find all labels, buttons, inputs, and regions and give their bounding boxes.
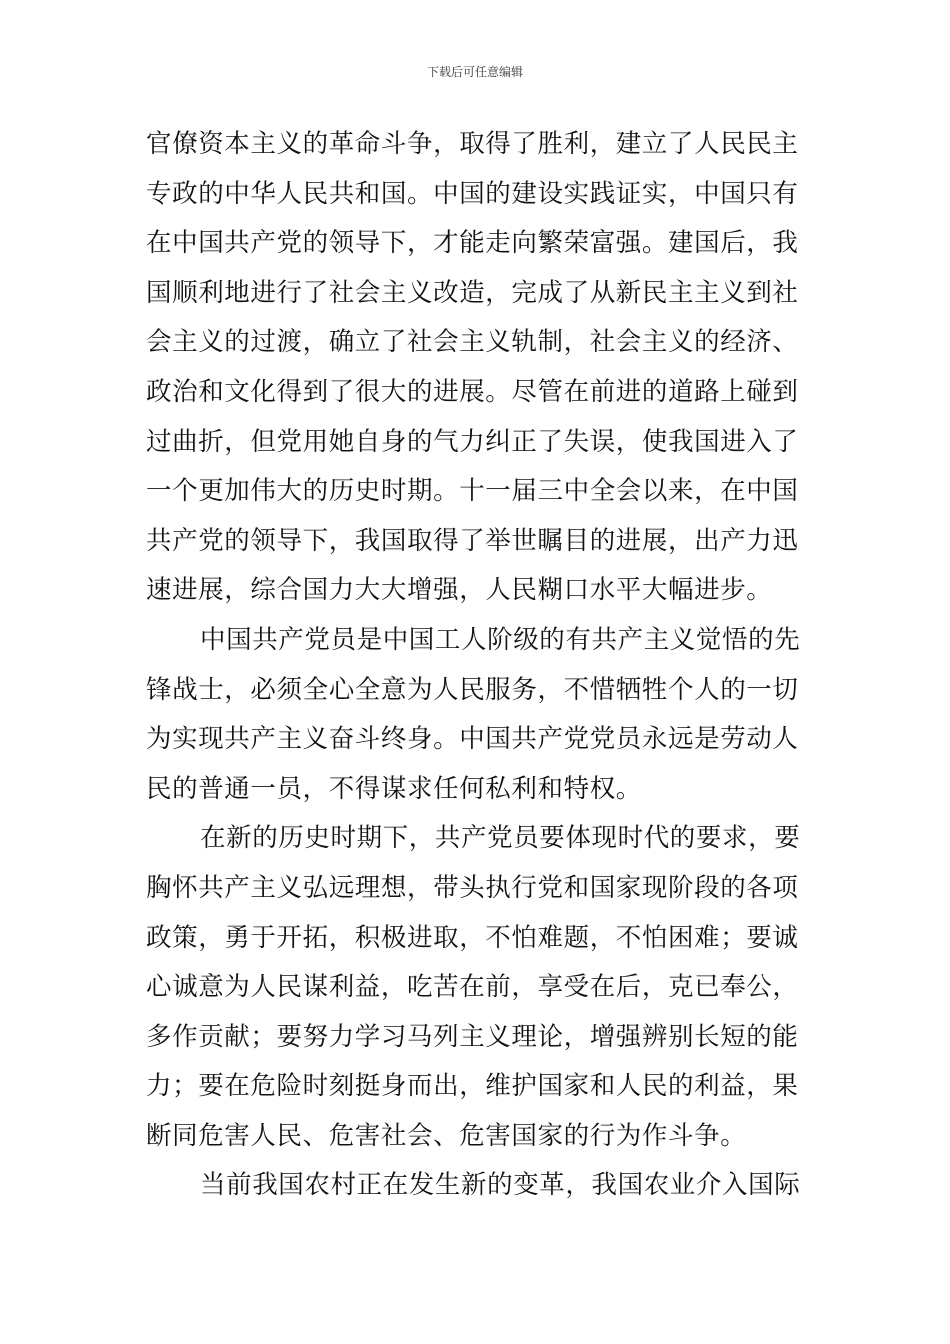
text-line: 胸怀共产主义弘远理想，带头执行党和国家现阶段的各项: [146, 872, 799, 903]
text-line: 民的普通一员，不得谋求任何私利和特权。: [146, 773, 642, 804]
document-body: [146, 120, 806, 1211]
text-line: 力；要在危险时刻挺身而出，维护国家和人民的利益，果: [146, 1071, 799, 1102]
text-line: 速进展，综合国力大大增强，人民糊口水平大幅进步。: [146, 575, 773, 606]
text-line: 当前我国农村正在发生新的变革，我国农业介入国际: [200, 1170, 801, 1201]
text-line: 国顺利地进行了社会主义改造，完成了从新民主主义到社: [146, 277, 799, 308]
text-line: 中国共产党员是中国工人阶级的有共产主义觉悟的先: [200, 624, 801, 655]
page-header: 下载后可任意编辑: [426, 65, 523, 79]
text-line: 共产党的领导下，我国取得了举世瞩目的进展，出产力迅: [146, 525, 799, 556]
text-line: 锋战士，必须全心全意为人民服务，不惜牺牲个人的一切: [146, 674, 799, 705]
text-line: 心诚意为人民谋利益，吃苦在前，享受在后，克已奉公，: [146, 972, 799, 1003]
text-line: 过曲折，但党用她自身的气力纠正了失误，使我国进入了: [146, 426, 799, 457]
text-line: 官僚资本主义的革命斗争，取得了胜利，建立了人民民主: [146, 129, 799, 159]
text-line: 政策，勇于开拓，积极进取，不怕难题，不怕困难；要诚: [146, 922, 799, 953]
text-line: 会主义的过渡，确立了社会主义轨制，社会主义的经济、: [146, 327, 799, 358]
text-line: 专政的中华人民共和国。中国的建设实践证实，中国只有: [146, 178, 799, 209]
text-line: 在中国共产党的领导下，才能走向繁荣富强。建国后，我: [146, 228, 799, 259]
text-line: 在新的历史时期下，共产党员要体现时代的要求，要: [200, 823, 801, 854]
text-line: 断同危害人民、危害社会、危害国家的行为作斗争。: [146, 1120, 747, 1151]
text-line: 多作贡献；要努力学习马列主义理论，增强辨别长短的能: [146, 1021, 799, 1052]
text-line: 一个更加伟大的历史时期。十一届三中全会以来，在中国: [146, 476, 799, 507]
text-line: 为实现共产主义奋斗终身。中国共产党党员永远是劳动人: [146, 724, 799, 755]
text-line: 政治和文化得到了很大的进展。尽管在前进的道路上碰到: [146, 376, 799, 407]
